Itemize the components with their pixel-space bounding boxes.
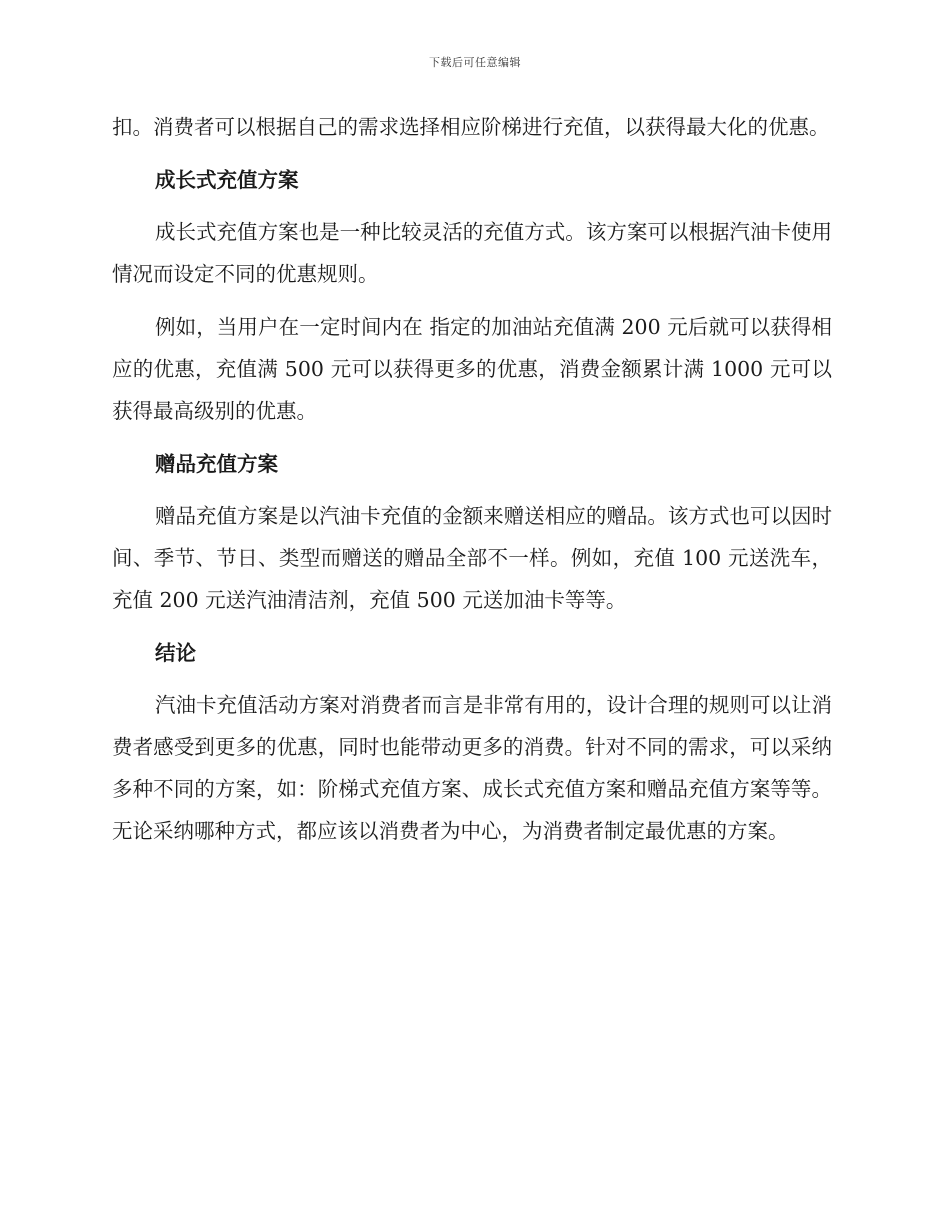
document-body: [112, 106, 832, 863]
paragraph-growth-example: 例如，当用户在一定时间内在 指定的加油站充值满 200 元后就可以获得相应的优惠，充值满 500 元可以获得更多的优惠，消费金额累计满 1000 元可以获得最高级别的优惠。: [112, 315, 832, 423]
heading-conclusion: 结论: [155, 641, 196, 665]
paragraph-gift-plan: 赠品充值方案是以汽油卡充值的金额来赠送相应的赠品。该方式也可以因时间、季节、节日、类型而赠送的赠品全部不一样。例如，充值 100 元送洗车，充值 200 元送汽油清洁剂，充值 500 元送加油卡等等。: [112, 504, 832, 612]
heading-gift-plan: 赠品充值方案: [155, 452, 278, 476]
paragraph-continuation: 扣。消费者可以根据自己的需求选择相应阶梯进行充值，以获得最大化的优惠。: [112, 115, 830, 139]
heading-growth-plan: 成长式充值方案: [155, 168, 299, 192]
page-header: 下载后可任意编辑: [429, 56, 521, 69]
paragraph-conclusion: 汽油卡充值活动方案对消费者而言是非常有用的，设计合理的规则可以让消费者感受到更多的优惠，同时也能带动更多的消费。针对不同的需求，可以采纳多种不同的方案，如：阶梯式充值方案、成长式充值方案和赠品充值方案等等。无论采纳哪种方式，都应该以消费者为中心，为消费者制定最优惠的方案。: [112, 693, 832, 843]
paragraph-growth-intro: 成长式充值方案也是一种比较灵活的充值方式。该方案可以根据汽油卡使用情况而设定不同的优惠规则。: [112, 220, 832, 286]
